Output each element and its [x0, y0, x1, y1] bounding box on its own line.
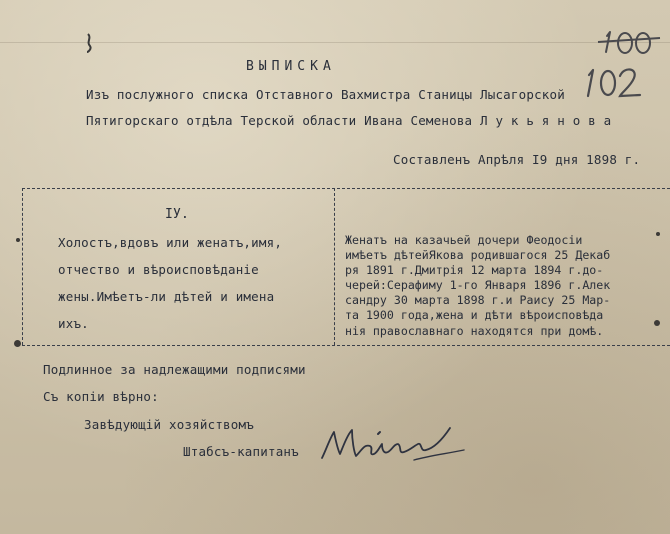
punch-hole: [656, 232, 660, 236]
document-title: ВЫПИСКА: [246, 59, 336, 74]
footer-copy-verified: Съ копіи вѣрно:: [43, 389, 159, 404]
section-number: IУ.: [165, 207, 190, 222]
question-line: жены.Имѣетъ-ли дѣтей и имена: [58, 289, 275, 304]
answer-line: ря 1891 г.Дмитрія 12 марта 1894 г.до-: [345, 263, 604, 277]
fold-line: [0, 42, 670, 43]
header-line-date: Составленъ Апрѣля I9 дня 1898 г.: [393, 152, 641, 167]
footer-rank: Штабсъ-капитанъ: [183, 444, 299, 459]
footer-position: Завѣдующій хозяйствомъ: [84, 417, 254, 432]
table-top-border: [22, 188, 670, 189]
answer-line: нія православнаго находятся при домѣ.: [345, 324, 604, 338]
signature: [318, 420, 468, 470]
punch-hole: [654, 320, 660, 326]
pencil-page-number-struck: [596, 22, 662, 62]
punch-hole: [16, 238, 20, 242]
pencil-page-number: [580, 62, 650, 102]
punch-hole: [14, 340, 21, 347]
header-line-service-record: Изъ послужного списка Отставного Вахмистра Станицы Лысагорской: [86, 87, 565, 102]
answer-line: Женатъ на казачьей дочери Феодосіи: [345, 233, 583, 247]
footer-original-signatures: Подлинное за надлежащими подписями: [43, 362, 306, 377]
answer-line: имѣетъ дѣтейЯкова родившагося 25 Декаб: [345, 248, 611, 262]
table-left-border: [22, 188, 23, 345]
header-line-name: Пятигорскаго отдѣла Терской области Ивана Семенова Л у к ь я н о в а: [86, 113, 612, 128]
question-line: ихъ.: [58, 316, 89, 331]
table-column-divider: [334, 188, 335, 345]
answer-line: та 1900 года,жена и дѣти вѣроисповѣда: [345, 308, 604, 322]
question-line: отчество и вѣроисповѣданіе: [58, 262, 259, 277]
table-bottom-border: [22, 345, 670, 346]
ink-blot: [82, 32, 96, 54]
answer-line: сандру 30 марта 1898 г.и Раису 25 Мар-: [345, 293, 611, 307]
question-line: Холостъ,вдовъ или женатъ,имя,: [58, 235, 283, 250]
answer-line: черей:Серафиму 1-го Января 1896 г.Алек: [345, 278, 611, 292]
